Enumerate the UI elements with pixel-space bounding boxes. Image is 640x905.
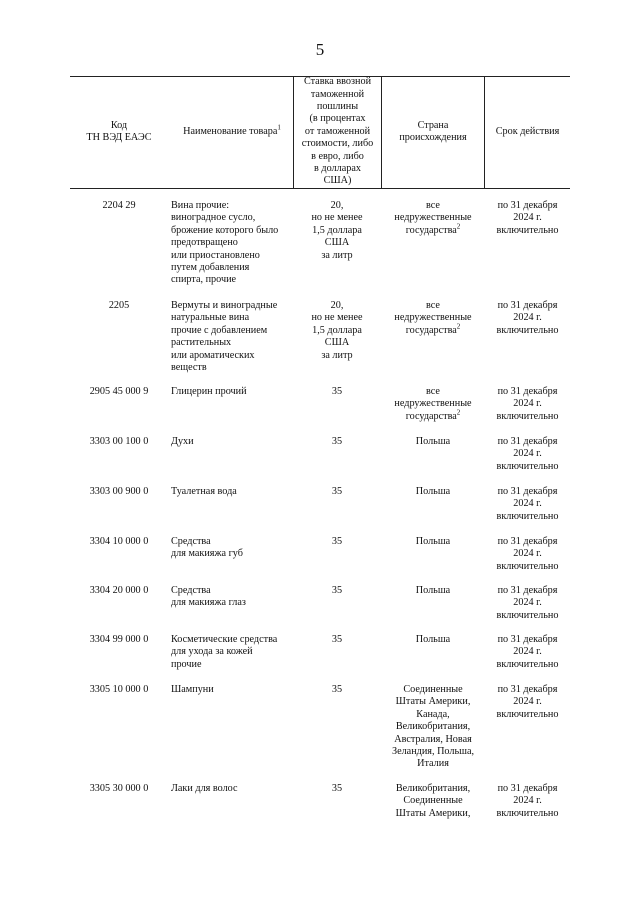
cell-rate: 35 [331, 634, 343, 645]
cell-rate: 35 [331, 585, 343, 596]
cell-code: 3304 20 000 0 [89, 585, 149, 596]
cell-rate: 35 [331, 386, 343, 397]
cell-rate: 35 [331, 436, 343, 447]
cell-rate: 20, но не менее 1,5 доллара США за литр [311, 200, 363, 261]
cell-name: Лаки для волос [171, 783, 238, 794]
cell-name: Вина прочие: виноградное сусло, брожение которого было предотвращено или приостановлено путем добавления спирта, прочие [171, 200, 279, 286]
header-rate: Ставка ввозной таможенной пошлины (в процентах от таможенной стоимости, либо в евро, либо в долларах США) [301, 76, 374, 187]
header-code: Код ТН ВЭД ЕАЭС [86, 119, 152, 143]
cell-code: 3305 30 000 0 [89, 783, 149, 794]
cell-rate: 35 [331, 536, 343, 547]
footnote-marker: 2 [456, 322, 461, 331]
cell-term: по 31 декабря 2024 г. включительно [496, 300, 559, 336]
cell-country: все недружественные государства$^2$ [394, 300, 472, 336]
page-number: 5 [315, 40, 325, 59]
cell-term: по 31 декабря 2024 г. включительно [496, 684, 559, 720]
cell-rate: 35 [331, 486, 343, 497]
cell-country: все недружественные государства$^2$ [394, 386, 472, 422]
cell-code: 3304 10 000 0 [89, 536, 149, 547]
cell-code: 3304 99 000 0 [89, 634, 149, 645]
cell-country: Польша [415, 486, 451, 497]
cell-term: по 31 декабря 2024 г. включительно [496, 585, 559, 621]
cell-country: Польша [415, 585, 451, 596]
header-bottom-rule [70, 188, 570, 189]
cell-term: по 31 декабря 2024 г. включительно [496, 486, 559, 522]
cell-term: по 31 декабря 2024 г. включительно [496, 783, 559, 819]
footnote-marker: 2 [456, 222, 461, 231]
cell-code: 2205 [108, 300, 130, 311]
cell-name: Шампуни [171, 684, 214, 695]
cell-country: все недружественные государства$^2$ [394, 200, 472, 236]
cell-code: 2905 45 000 9 [89, 386, 149, 397]
cell-term: по 31 декабря 2024 г. включительно [496, 200, 559, 236]
header-country: Страна происхождения [399, 119, 467, 143]
cell-name: Духи [171, 436, 194, 447]
footnote-marker: 2 [456, 408, 461, 417]
header-term: Срок действия [495, 125, 560, 137]
cell-rate: 20, но не менее 1,5 доллара США за литр [311, 300, 363, 361]
cell-rate: 35 [331, 783, 343, 794]
cell-code: 3305 10 000 0 [89, 684, 149, 695]
cell-name: Вермуты и виноградные натуральные вина прочие с добавлением растительных или ароматических веществ [171, 300, 278, 374]
cell-country: Великобритания, Соединенные Штаты Америки, [395, 783, 471, 819]
cell-name: Средства для макияжа глаз [171, 585, 246, 609]
cell-country: Польша [415, 634, 451, 645]
cell-code: 3303 00 100 0 [89, 436, 149, 447]
cell-term: по 31 декабря 2024 г. включительно [496, 634, 559, 670]
cell-name: Туалетная вода [171, 486, 237, 497]
cell-country: Польша [415, 436, 451, 447]
cell-name: Глицерин прочий [171, 386, 247, 397]
cell-term: по 31 декабря 2024 г. включительно [496, 536, 559, 572]
cell-code: 2204 29 [102, 200, 136, 211]
cell-country: Польша [415, 536, 451, 547]
header-name: Наименование товара$^1$ [183, 123, 281, 137]
cell-country: Соединенные Штаты Америки, Канада, Великобритания, Австралия, Новая Зеландия, Польша, Италия [391, 684, 475, 770]
cell-code: 3303 00 900 0 [89, 486, 149, 497]
cell-term: по 31 декабря 2024 г. включительно [496, 436, 559, 472]
cell-name: Косметические средства для ухода за кожей прочие [171, 634, 278, 670]
cell-term: по 31 декабря 2024 г. включительно [496, 386, 559, 422]
cell-rate: 35 [331, 684, 343, 695]
cell-name: Средства для макияжа губ [171, 536, 243, 560]
